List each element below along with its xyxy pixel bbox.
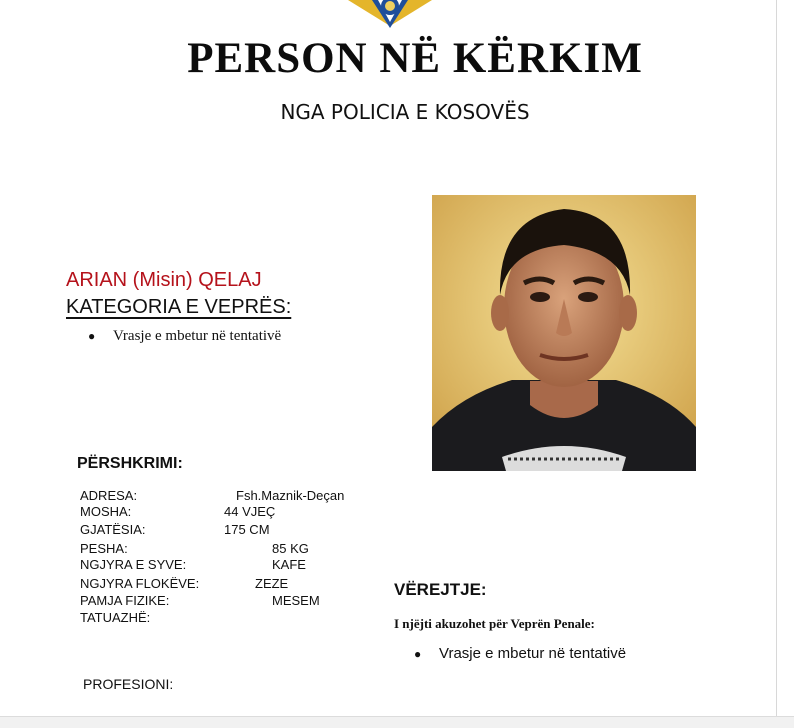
field-value-address: Fsh.Maznik-Deçan xyxy=(236,488,345,503)
list-item xyxy=(414,645,626,662)
bullet-icon: ● xyxy=(88,329,96,343)
field-value-age: 44 VJEÇ xyxy=(224,504,276,519)
category-item: Vrasje e mbetur në tentativë xyxy=(113,328,282,344)
police-star-emblem-icon xyxy=(344,0,436,32)
page-bottom-edge xyxy=(0,716,794,728)
remarks-list xyxy=(414,645,626,662)
field-value-build: MESEM xyxy=(272,593,320,608)
page-subtitle: NGA POLICIA E KOSOVËS xyxy=(280,100,530,124)
suspect-photo xyxy=(432,195,696,471)
field-label-build: PAMJA FIZIKE: xyxy=(80,593,170,608)
field-value-height: 175 CM xyxy=(224,522,270,537)
suspect-photo-icon xyxy=(432,195,696,471)
remarks-title: VËREJTJE: xyxy=(394,580,487,599)
field-label-tattoo: TATUAZHË: xyxy=(80,610,151,625)
description-title: PËRSHKRIMI: xyxy=(77,455,183,472)
field-label-height: GJATËSIA: xyxy=(80,522,146,537)
list-item xyxy=(88,328,281,345)
field-label-eye-color: NGJYRA E SYVE: xyxy=(80,557,187,572)
category-list xyxy=(88,328,281,345)
field-value-hair-color: ZEZE xyxy=(255,576,289,591)
field-value-weight: 85 KG xyxy=(272,541,309,556)
page-title: PERSON NË KËRKIM xyxy=(187,35,643,82)
remarks-text: I njëjti akuzohet për Veprën Penale: xyxy=(394,616,595,631)
person-name: ARIAN (Misin) QELAJ xyxy=(66,269,262,291)
field-label-weight: PESHA: xyxy=(80,541,128,556)
field-label-age: MOSHA: xyxy=(80,504,132,519)
category-title: KATEGORIA E VEPRËS: xyxy=(66,296,292,318)
field-value-eye-color: KAFE xyxy=(272,557,306,572)
profession-label: PROFESIONI: xyxy=(83,676,174,692)
field-label-address: ADRESA: xyxy=(80,488,138,503)
remarks-item: Vrasje e mbetur në tentativë xyxy=(439,645,627,662)
bullet-icon: ● xyxy=(414,647,422,661)
field-label-hair-color: NGJYRA FLOKËVE: xyxy=(80,576,200,591)
